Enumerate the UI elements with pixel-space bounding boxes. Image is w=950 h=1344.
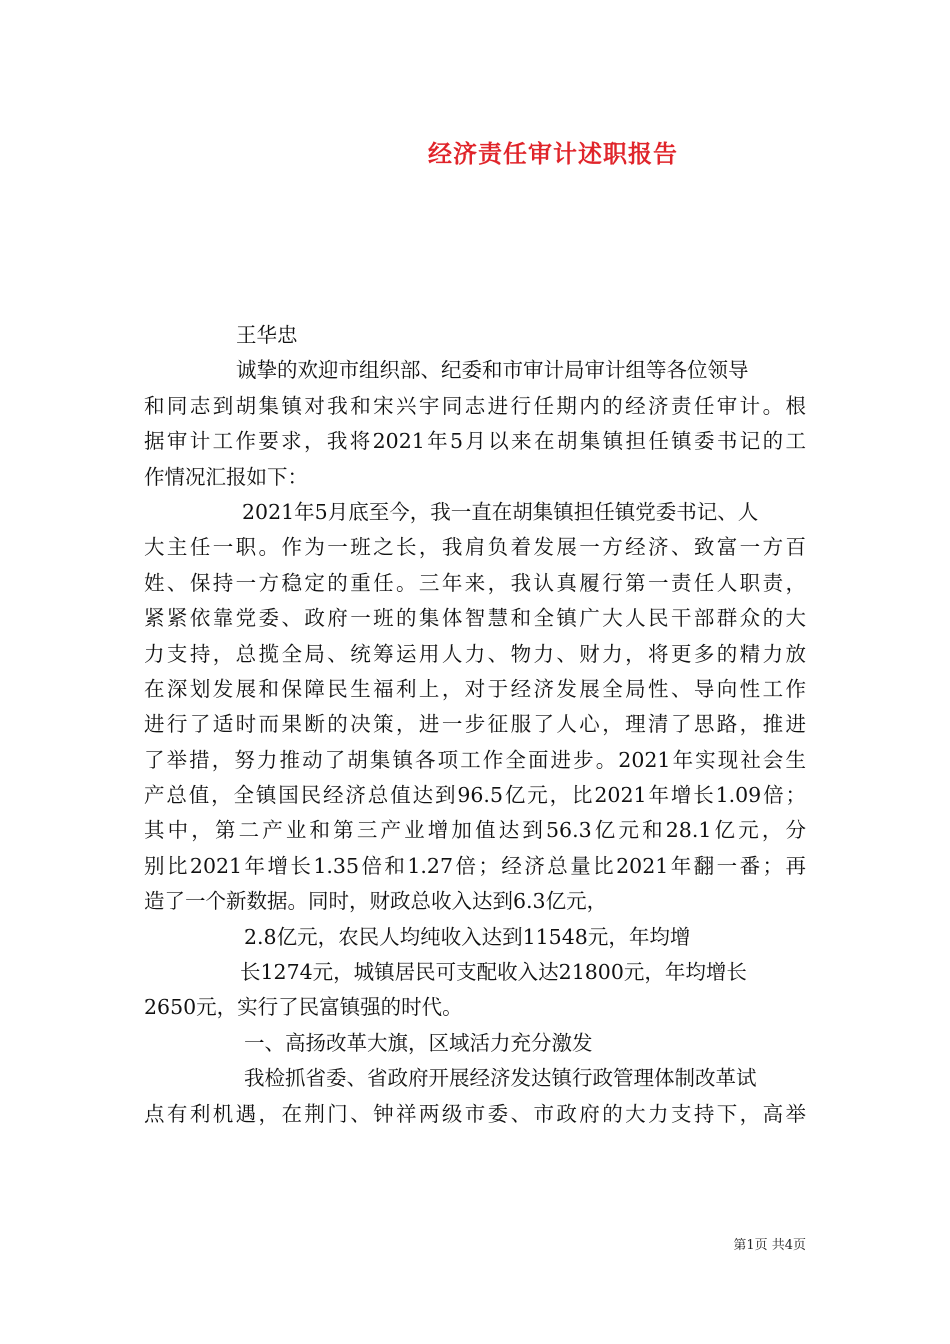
paragraph-line: 姓、保持一方稳定的重任。三年来，我认真履行第一责任人职责， [144, 570, 806, 595]
paragraph-line: 2650元，实行了民富镇强的时代。 [144, 995, 463, 1020]
paragraph-line: 长1274元，城镇居民可支配收入达21800元，年均增长 [240, 960, 747, 985]
paragraph-line: 2021年5月底至今，我一直在胡集镇担任镇党委书记、人 [242, 499, 759, 524]
paragraph-line: 大主任一职。作为一班之长，我肩负着发展一方经济、致富一方百 [144, 535, 806, 560]
paragraph-line: 点有利机遇，在荆门、钟祥两级市委、市政府的大力支持下，高举 [144, 1101, 806, 1126]
paragraph-line: 我检抓省委、省政府开展经济发达镇行政管理体制改革试 [244, 1066, 757, 1091]
paragraph-line: 造了一个新数据。同时，财政总收入达到6.3亿元， [144, 889, 608, 914]
document-body [144, 318, 806, 1132]
paragraph-line: 据审计工作要求，我将2021年5月以来在胡集镇担任镇委书记的工 [144, 429, 806, 454]
paragraph-line: 诚挚的欢迎市组织部、纪委和市审计局审计组等各位领导 [236, 358, 749, 383]
paragraph-line: 力支持，总揽全局、统筹运用人力、物力、财力，将更多的精力放 [144, 641, 806, 666]
paragraph-line: 2.8亿元，农民人均纯收入达到11548元，年均增 [244, 924, 691, 949]
paragraph-line: 了举措，努力推动了胡集镇各项工作全面进步。2021年实现社会生 [144, 747, 806, 772]
paragraph-line: 紧紧依靠党委、政府一班的集体智慧和全镇广大人民干部群众的大 [144, 606, 806, 631]
paragraph-line: 和同志到胡集镇对我和宋兴宇同志进行任期内的经济责任审计。根 [144, 393, 806, 418]
paragraph-line: 产总值，全镇国民经济总值达到96.5亿元，比2021年增长1.09倍； [144, 783, 806, 808]
paragraph-line: 进行了适时而果断的决策，进一步征服了人心，理清了思路，推进 [144, 712, 806, 737]
author-name: 王华忠 [236, 323, 298, 347]
document-title: 经济责任审计述职报告 [428, 139, 678, 168]
paragraph-line: 别比2021年增长1.35倍和1.27倍；经济总量比2021年翻一番；再 [144, 853, 806, 878]
paragraph-line: 在深划发展和保障民生福利上，对于经济发展全局性、导向性工作 [144, 676, 806, 701]
paragraph-line: 其中，第二产业和第三产业增加值达到56.3亿元和28.1亿元，分 [144, 818, 806, 843]
section-heading: 一、高扬改革大旗，区域活力充分激发 [244, 1030, 593, 1055]
paragraph-line: 作情况汇报如下： [144, 464, 308, 489]
page-number-footer: 第1页 共4页 [733, 1238, 806, 1253]
